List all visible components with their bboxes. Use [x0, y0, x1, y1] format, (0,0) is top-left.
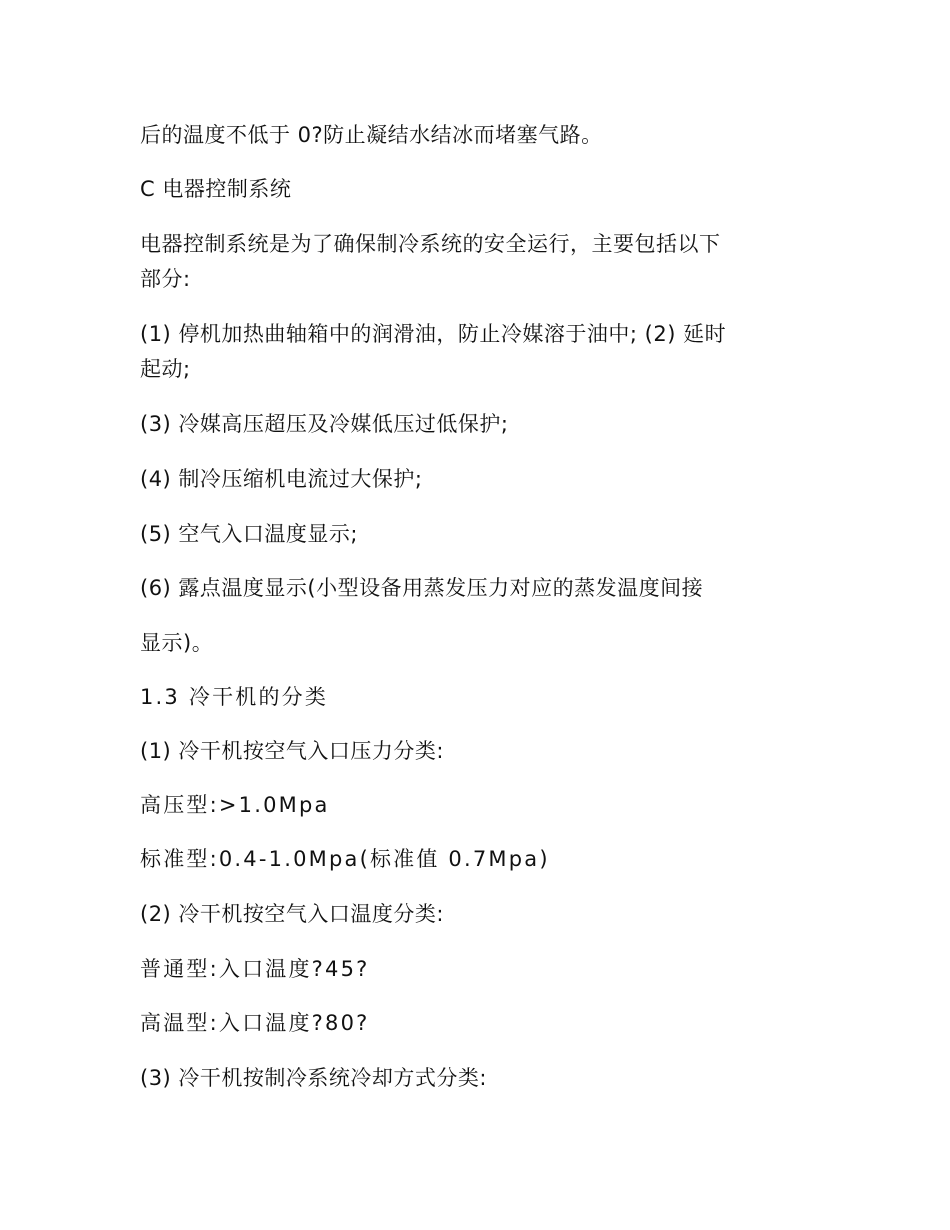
list-item-6: (6) 露点温度显示(小型设备用蒸发压力对应的蒸发温度间接	[140, 576, 704, 600]
list-item-3: (3) 冷媒高压超压及冷媒低压过低保护;	[140, 412, 509, 436]
section-heading-electrical-control: C 电器控制系统	[140, 177, 292, 201]
list-item-1-2: (1) 停机加热曲轴箱中的润滑油，防止冷媒溶于油中; (2) 延时	[140, 322, 727, 346]
classification-high-pressure: 高压型:>1.0Mpa	[140, 793, 330, 817]
classification-normal-temperature: 普通型:入口温度?45?	[140, 957, 370, 981]
list-item-6-cont: 显示)。	[140, 631, 214, 655]
classification-standard-pressure: 标准型:0.4-1.0Mpa(标准值 0.7Mpa)	[140, 847, 550, 871]
classification-pressure-heading: (1) 冷干机按空气入口压力分类:	[140, 739, 444, 763]
section-heading-classification: 1.3 冷干机的分类	[140, 685, 329, 709]
text-line-electrical-intro: 电器控制系统是为了确保制冷系统的安全运行，主要包括以下	[140, 232, 721, 256]
list-item-4: (4) 制冷压缩机电流过大保护;	[140, 467, 423, 491]
classification-temperature-heading: (2) 冷干机按空气入口温度分类:	[140, 902, 444, 926]
classification-high-temperature: 高温型:入口温度?80?	[140, 1011, 370, 1035]
list-item-2-cont: 起动;	[140, 357, 191, 381]
text-line-temperature-note: 后的温度不低于 0?防止凝结水结冰而堵塞气路。	[140, 123, 603, 147]
classification-cooling-heading: (3) 冷干机按制冷系统冷却方式分类:	[140, 1066, 487, 1090]
text-line-electrical-intro-cont: 部分:	[140, 267, 191, 291]
list-item-5: (5) 空气入口温度显示;	[140, 522, 358, 546]
